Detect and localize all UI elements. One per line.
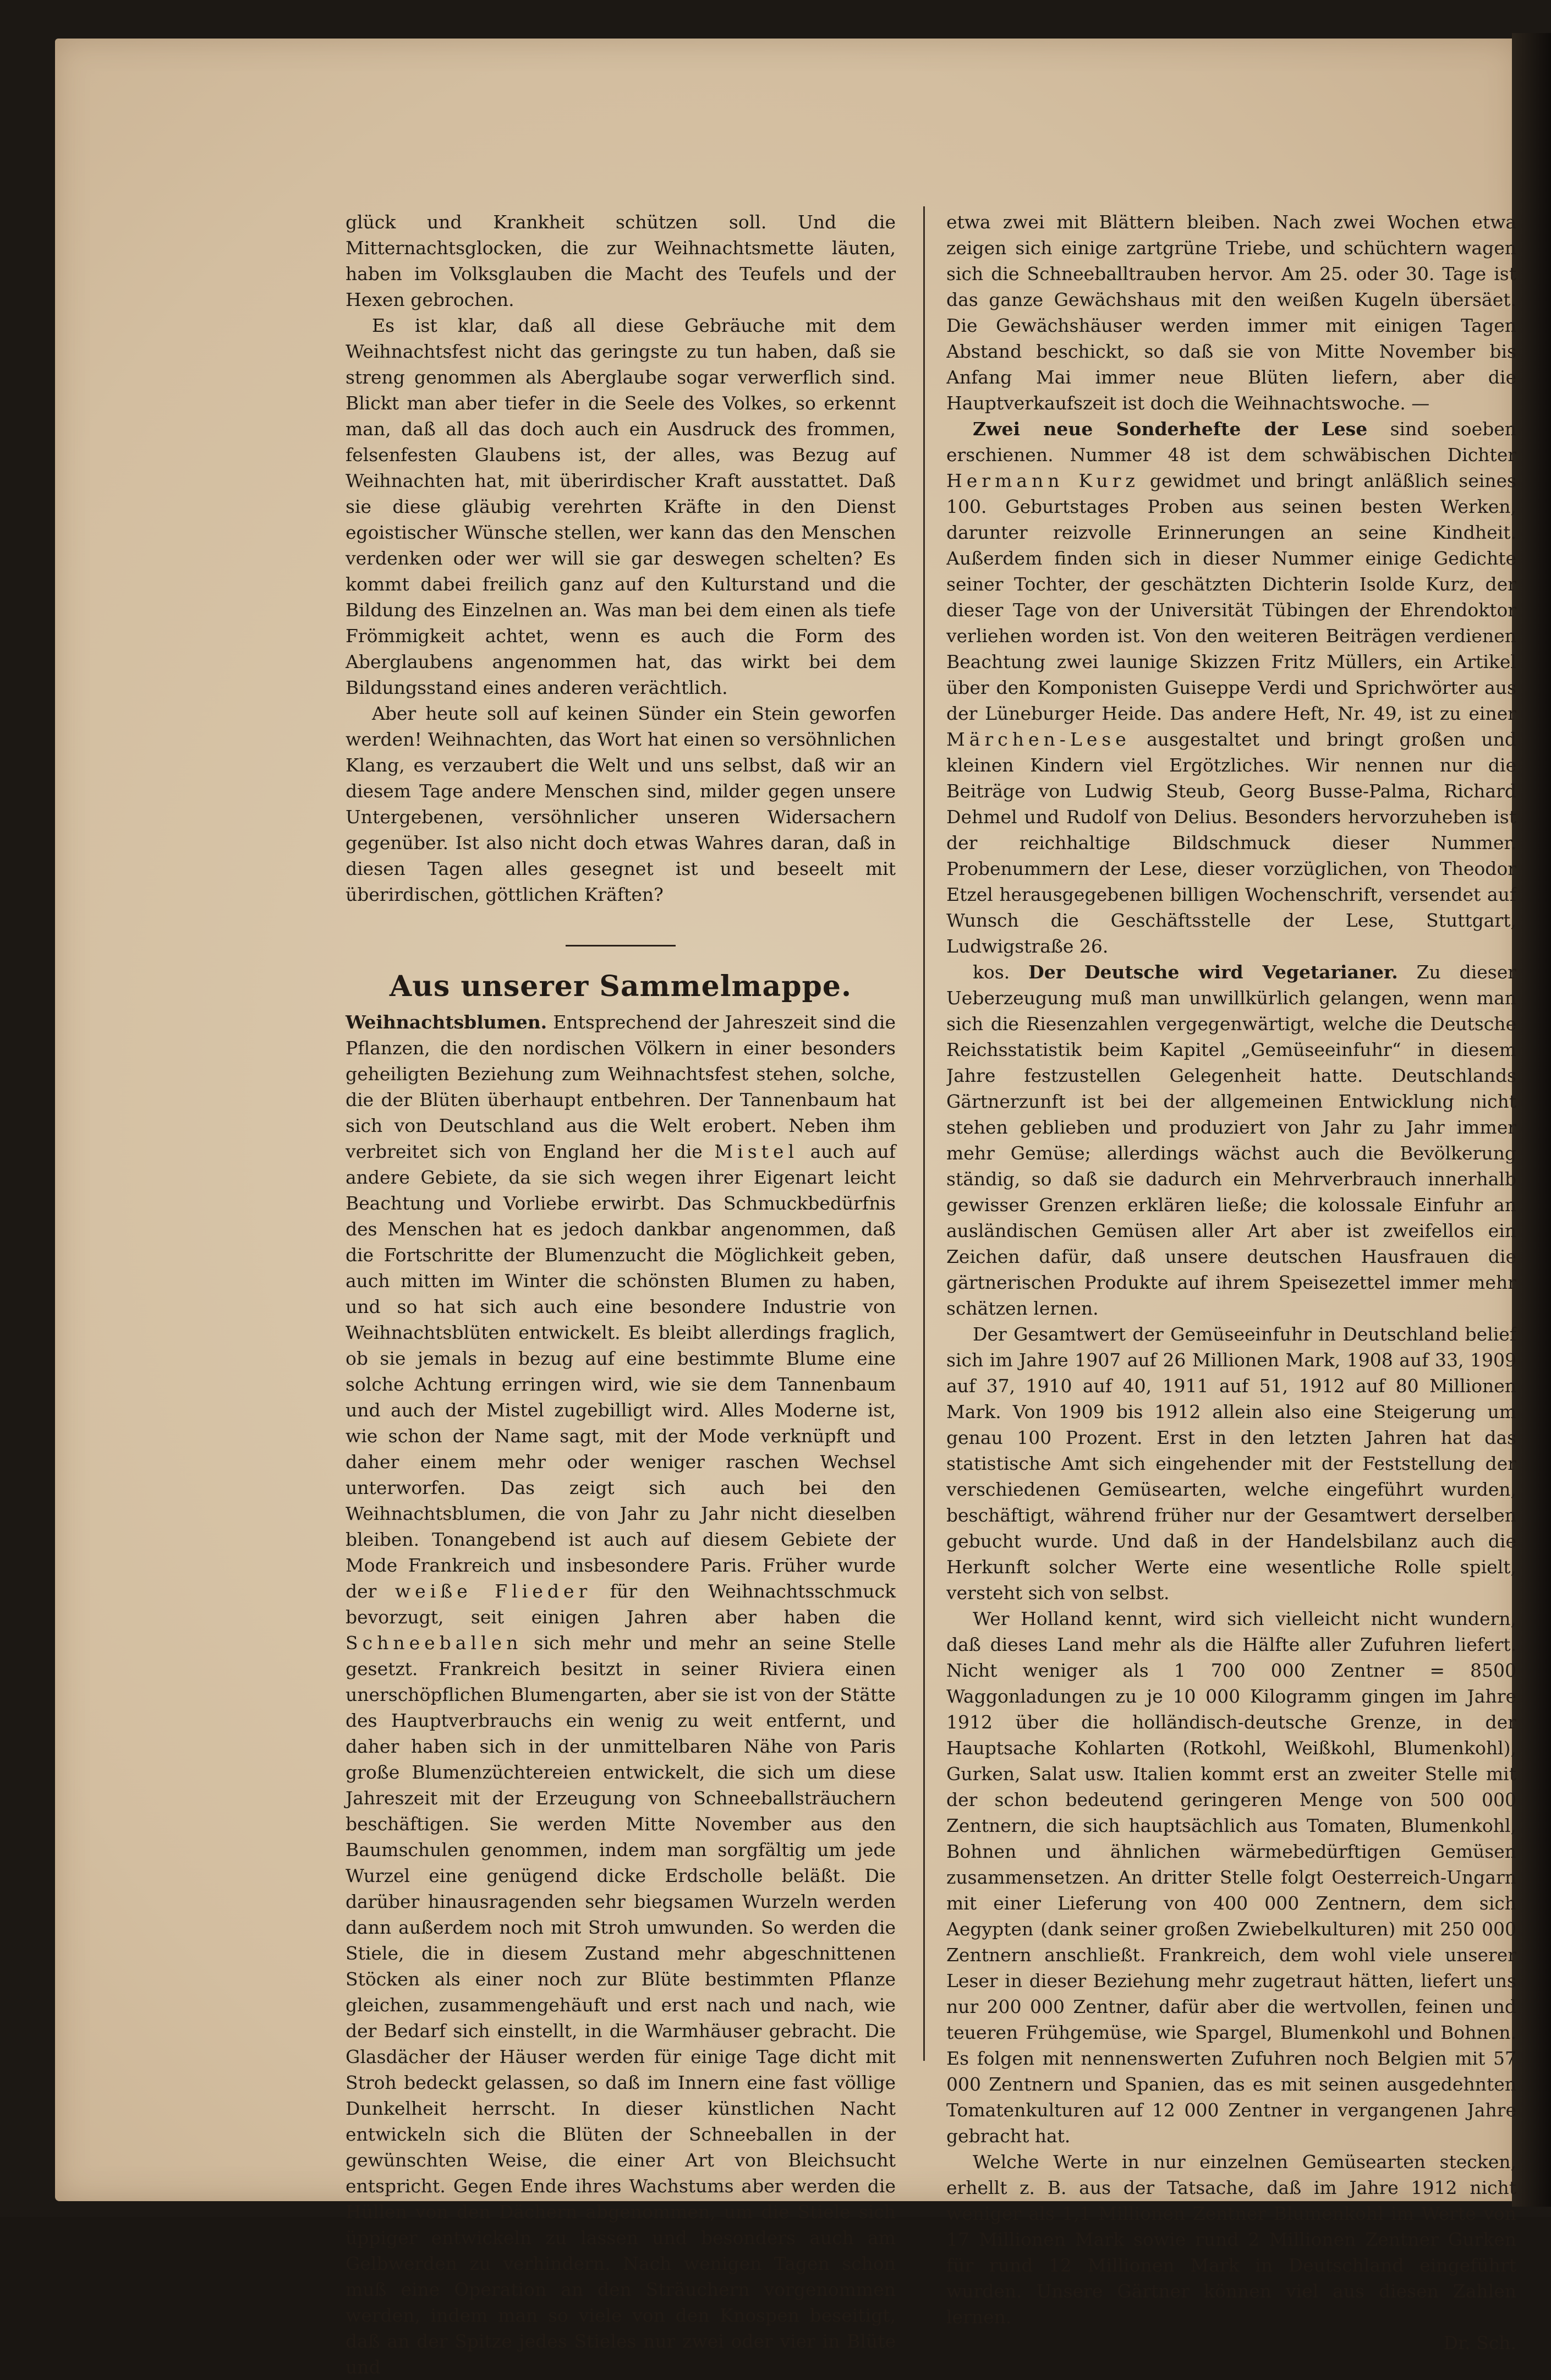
article-sonderhefte bbox=[946, 416, 1516, 959]
article-lead: Weihnachtsblumen. bbox=[346, 1011, 547, 1033]
article-text: sind soeben erschienen. Nummer 48 ist dem schwäbischen Dichter bbox=[946, 418, 1516, 466]
section-title: Aus unserer Sammelmappe. bbox=[389, 970, 852, 1003]
paragraph: Es ist klar, daß all diese Gebräuche mit dem Weihnachtsfest nicht das geringste zu tun haben, daß sie streng genommen als Aberglaube sogar verwerflich sind. Blickt man aber tiefer in die Seele des Volkes, so erkennt man, daß all das doch auch ein Ausdruck des frommen, felsenfesten Glaubens ist, der alles, was Bezug auf Weihnachten hat, mit überirdischer Kraft ausstattet. Daß sie diese gläubig verehrten Kräfte in den Dienst egoistischer Wünsche stellen, wer kann das den Menschen verdenken oder wer will sie gar deswegen schelten? Es kommt dabei freilich ganz auf den Kulturstand und die Bildung des Einzelnen an. Was man bei dem einen als tiefe Frömmigkeit achtet, wenn es auch die Form des Aberglaubens angenommen hat, das wirkt bei dem Bildungsstand eines anderen verächtlich. bbox=[346, 315, 896, 698]
article-weihnachtsblumen bbox=[346, 1009, 896, 2380]
section-divider bbox=[566, 945, 676, 946]
book-edge bbox=[1512, 33, 1551, 2207]
left-column bbox=[346, 209, 896, 2380]
paragraph: Der Gesamtwert der Gemüseeinfuhr in Deutschland belief sich im Jahre 1907 auf 26 Millionen Mark, 1908 auf 33, 1909 auf 37, 1910 auf 40, 1911 auf 51, 1912 auf 80 Millionen Mark. Von 1909 bis 1912 allein also eine Steigerung um genau 100 Prozent. Erst in den letzten Jahren hat das statistische Amt sich eingehender mit der Feststellung der verschiedenen Gemüsearten, welche eingeführt wurden, beschäftigt, während früher nur der Gesamtwert derselben gebucht wurde. Und daß in der Handelsbilanz auch die Herkunft solcher Werte eine wesentliche Rolle spielt, versteht sich von selbst. bbox=[946, 1323, 1516, 1604]
paragraph: Aber heute soll auf keinen Sünder ein Stein geworfen werden! Weihnachten, das Wort hat einen so versöhnlichen Klang, es verzaubert die Welt und uns selbst, daß wir an diesem Tage andere Menschen sind, milder gegen unsere Untergebenen, versöhnlicher unseren Widersachern gegenüber. Ist also nicht doch etwas Wahres daran, daß in diesen Tagen alles gesegnet ist und beseelt mit überirdischen, göttlichen Kräften? bbox=[346, 703, 896, 905]
emphasis-term: Hermann Kurz bbox=[946, 470, 1139, 491]
emphasis-term: weiße Flieder bbox=[394, 1580, 592, 1602]
article-text: Zu dieser Ueberzeugung muß man unwillkürlich gelangen, wenn man sich die Riesenzahlen vergegenwärtigt, welche die Deutsche Reichsstatistik beim Kapitel „Gemüseeinfuhr“ in diesem Jahre festzustellen Gelegenheit hatte. Deutschlands Gärtnerzunft ist bei der allgemeinen Entwicklung nicht stehen geblieben und produziert von Jahr zu Jahr immer mehr Gemüse; allerdings wächst auch die Bevölkerung ständig, so daß sie dadurch ein Mehrverbrauch innerhalb gewisser Grenzen erklären ließe; die kolossale Einfuhr an ausländischen Gemüsen aller Art aber ist zweifellos ein Zeichen dafür, daß unsere deutschen Hausfrauen die gärtnerischen Produkte auf ihrem Speisezettel immer mehr schätzen lernen. bbox=[946, 961, 1516, 1319]
emphasis-term: Märchen-Lese bbox=[946, 729, 1131, 750]
article-text: auch auf andere Gebiete, da sie sich wegen ihrer Eigenart leicht Beachtung und Vorliebe erwirbt. Das Schmuckbedürfnis des Menschen hat es jedoch dankbar angenommen, daß die Fortschritte der Blumenzucht die Möglichkeit geben, auch mitten im Winter die schönsten Blumen zu haben, und so hat sich auch eine besondere Industrie von Weihnachtsblüten entwickelt. Es bleibt allerdings fraglich, ob sie jemals in bezug auf eine bestimmte Blume eine solche Achtung erringen wird, wie sie dem Tannenbaum und auch der Mistel zugebilligt wird. Alles Moderne ist, wie schon der Name sagt, mit der Mode verknüpft und daher einem mehr oder weniger raschen Wechsel unterworfen. Das zeigt sich auch bei den Weihnachtsblumen, die von Jahr zu Jahr nicht dieselben bleiben. Tonangebend ist auch auf diesem Gebiete der Mode Frankreich und insbesondere Paris. Früher wurde der bbox=[346, 1141, 896, 1602]
article-text: sich mehr und mehr an seine Stelle gesetzt. Frankreich besitzt in seiner Riviera einen unerschöpflichen Blumengarten, aber sie ist von der Stätte des Hauptverbrauchs ein wenig zu weit entfernt, und daher haben sich in der unmittelbaren Nähe von Paris große Blumenzüchtereien entwickelt, die sich um diese Jahreszeit mit der Erzeugung von Schneeballsträuchern beschäftigen. Sie werden Mitte November aus den Baumschulen genommen, indem man sorgfältig um jede Wurzel eine genügend dicke Erdscholle beläßt. Die darüber hinausragenden sehr biegsamen Wurzeln werden dann außerdem noch mit Stroh umwunden. So werden die Stiele, die in diesem Zustand mehr abgeschnittenen Stöcken als einer noch zur Blüte bestimmten Pflanze gleichen, zusammengehäuft und erst nach und nach, wie der Bedarf sich einstellt, in die Warmhäuser gebracht. Die Glasdächer der Häuser werden für einige Tage dicht mit Stroh bedeckt gelassen, so daß im Innern eine fast völlige Dunkelheit herrscht. In dieser künstlichen Nacht entwickeln sich die Blüten der Schneeballen in der gewünschten Weise, die einer Art von Bleichsucht entspricht. Gegen Ende ihres Wachstums aber werden die Hüllen von den Dächern abgenommen, um die Stiele sich üppiger entwickeln zu lassen und besonders auch am Gelbwerden zu verhindern. Nach wenigen Tagen schon muß eine Operation an den Sträuchern vorgenommen werden, indem man so viele von den Knospen beseitigt, daß an der Spitze jedes Stieles nur zwei oder vier in Blüte und bbox=[346, 1632, 896, 2378]
article-lead: Der Deutsche wird Vegetarianer. bbox=[1028, 961, 1398, 983]
article-text: Entsprechend der Jahreszeit sind die Pflanzen, die den nordischen Völkern in einer besonders geheiligten Beziehung zum Weihnachtsfest stehen, solche, die der Blüten überhaupt entbehren. Der Tannenbaum hat sich von Deutschland aus die Welt erobert. Neben ihm verbreitet sich von England her die bbox=[346, 1011, 896, 1162]
article-text: für den Weihnachtsschmuck bevorzugt, seit einigen Jahren aber haben die bbox=[346, 1580, 896, 1628]
paragraph: Wer Holland kennt, wird sich vielleicht nicht wundern, daß dieses Land mehr als die Hälfte aller Zufuhren liefert. Nicht weniger als 1 700 000 Zentner = 8500 Waggonladungen zu je 10 000 Kilogramm gingen im Jahre 1912 über die holländisch-deutsche Grenze, in der Hauptsache Kohlarten (Rotkohl, Weißkohl, Blumenkohl), Gurken, Salat usw. Italien kommt erst an zweiter Stelle mit der schon bedeutend geringeren Menge von 500 000 Zentnern, die sich hauptsächlich aus Tomaten, Blumenkohl, Bohnen und ähnlichen wärmebedürftigen Gemüsen zusammensetzen. An dritter Stelle folgt Oesterreich-Ungarn mit einer Lieferung von 400 000 Zentnern, dem sich Aegypten (dank seiner großen Zwiebelkulturen) mit 250 000 Zentnern anschließt. Frankreich, dem wohl viele unserer Leser in dieser Beziehung mehr zugetraut hätten, liefert uns nur 200 000 Zentner, dafür aber die wertvollen, feinen und teueren Frühgemüse, wie Spargel, Blumenkohl und Bohnen. Es folgen mit nennenswerten Zufuhren noch Belgien mit 57 000 Zentnern und Spanien, das es mit seinen ausgedehnten Tomatenkulturen auf 12 000 Zentner in vergangenen Jahre gebracht hat. bbox=[946, 1608, 1516, 2147]
article-text: ausgestaltet und bringt großen und kleinen Kindern viel Ergötzliches. Wir nennen nur die Beiträge von Ludwig Steub, Georg Busse-Palma, Richard Dehmel und Rudolf von Delius. Besonders hervorzuheben ist der reichhaltige Bildschmuck dieser Nummer. Probenummern der Lese, dieser vorzüglichen, von Theodor Etzel herausgegebenen billigen Wochenschrift, versendet auf Wunsch die Geschäftsstelle der Lese, Stuttgart, Ludwigstraße 26. bbox=[946, 729, 1516, 957]
author-prefix: kos. bbox=[973, 961, 1029, 983]
paragraph-continuation: glück und Krankheit schützen soll. Und die Mitternachtsglocken, die zur Weihnachtsmette läuten, haben im Volksglauben die Macht des Teufels und der Hexen gebrochen. bbox=[346, 211, 896, 310]
paragraph-continuation: etwa zwei mit Blättern bleiben. Nach zwei Wochen etwa zeigen sich einige zartgrüne Triebe, und schüchtern wagen sich die Schneeballtrauben hervor. Am 25. oder 30. Tage ist das ganze Gewächshaus mit den weißen Kugeln übersäet. Die Gewächshäuser werden immer mit einigen Tagen Abstand beschickt, so daß sie von Mitte November bis Anfang Mai immer neue Blüten liefern, aber die Hauptverkaufszeit ist doch die Weihnachtswoche. — bbox=[946, 211, 1516, 414]
article-lead: Zwei neue Sonderhefte der Lese bbox=[973, 418, 1368, 440]
paragraph: Welche Werte in nur einzelnen Gemüsearten stecken, erhellt z. B. aus der Tatsache, daß im Jahre 1912 nicht weniger als 1,1 Millionen Zentner Blumenkohl im Werte von 17 Millionen Mark sowie rund 2 Millionen Zentner Gurken für rund 12 Millionen Mark in Deutschland eingeführt wurden. Unsere Gärtner können viel aus diesen Zahlen lernen. bbox=[946, 2151, 1516, 2328]
emphasis-term: Schneeballen bbox=[346, 1632, 523, 1654]
column-rule bbox=[923, 206, 925, 2061]
article-vegetarianer bbox=[946, 959, 1516, 1321]
author-signature: Dr. Sch. bbox=[1443, 2332, 1516, 2354]
emphasis-term: Mistel bbox=[714, 1141, 798, 1162]
right-column bbox=[946, 209, 1516, 2356]
article-text: gewidmet und bringt anläßlich seines 100. Geburtstages Proben aus seinen besten Werken, darunter reizvolle Erinnerungen an seine Kindheit. Außerdem finden sich in dieser Nummer einige Gedichte seiner Tochter, der geschätzten Dichterin Isolde Kurz, der dieser Tage von der Universität Tübingen der Ehrendoktor verliehen worden ist. Von den weiteren Beiträgen verdienen Beachtung zwei launige Skizzen Fritz Müllers, ein Artikel über den Komponisten Guiseppe Verdi und Sprichwörter aus der Lüneburger Heide. Das andere Heft, Nr. 49, ist zu einer bbox=[946, 470, 1516, 724]
